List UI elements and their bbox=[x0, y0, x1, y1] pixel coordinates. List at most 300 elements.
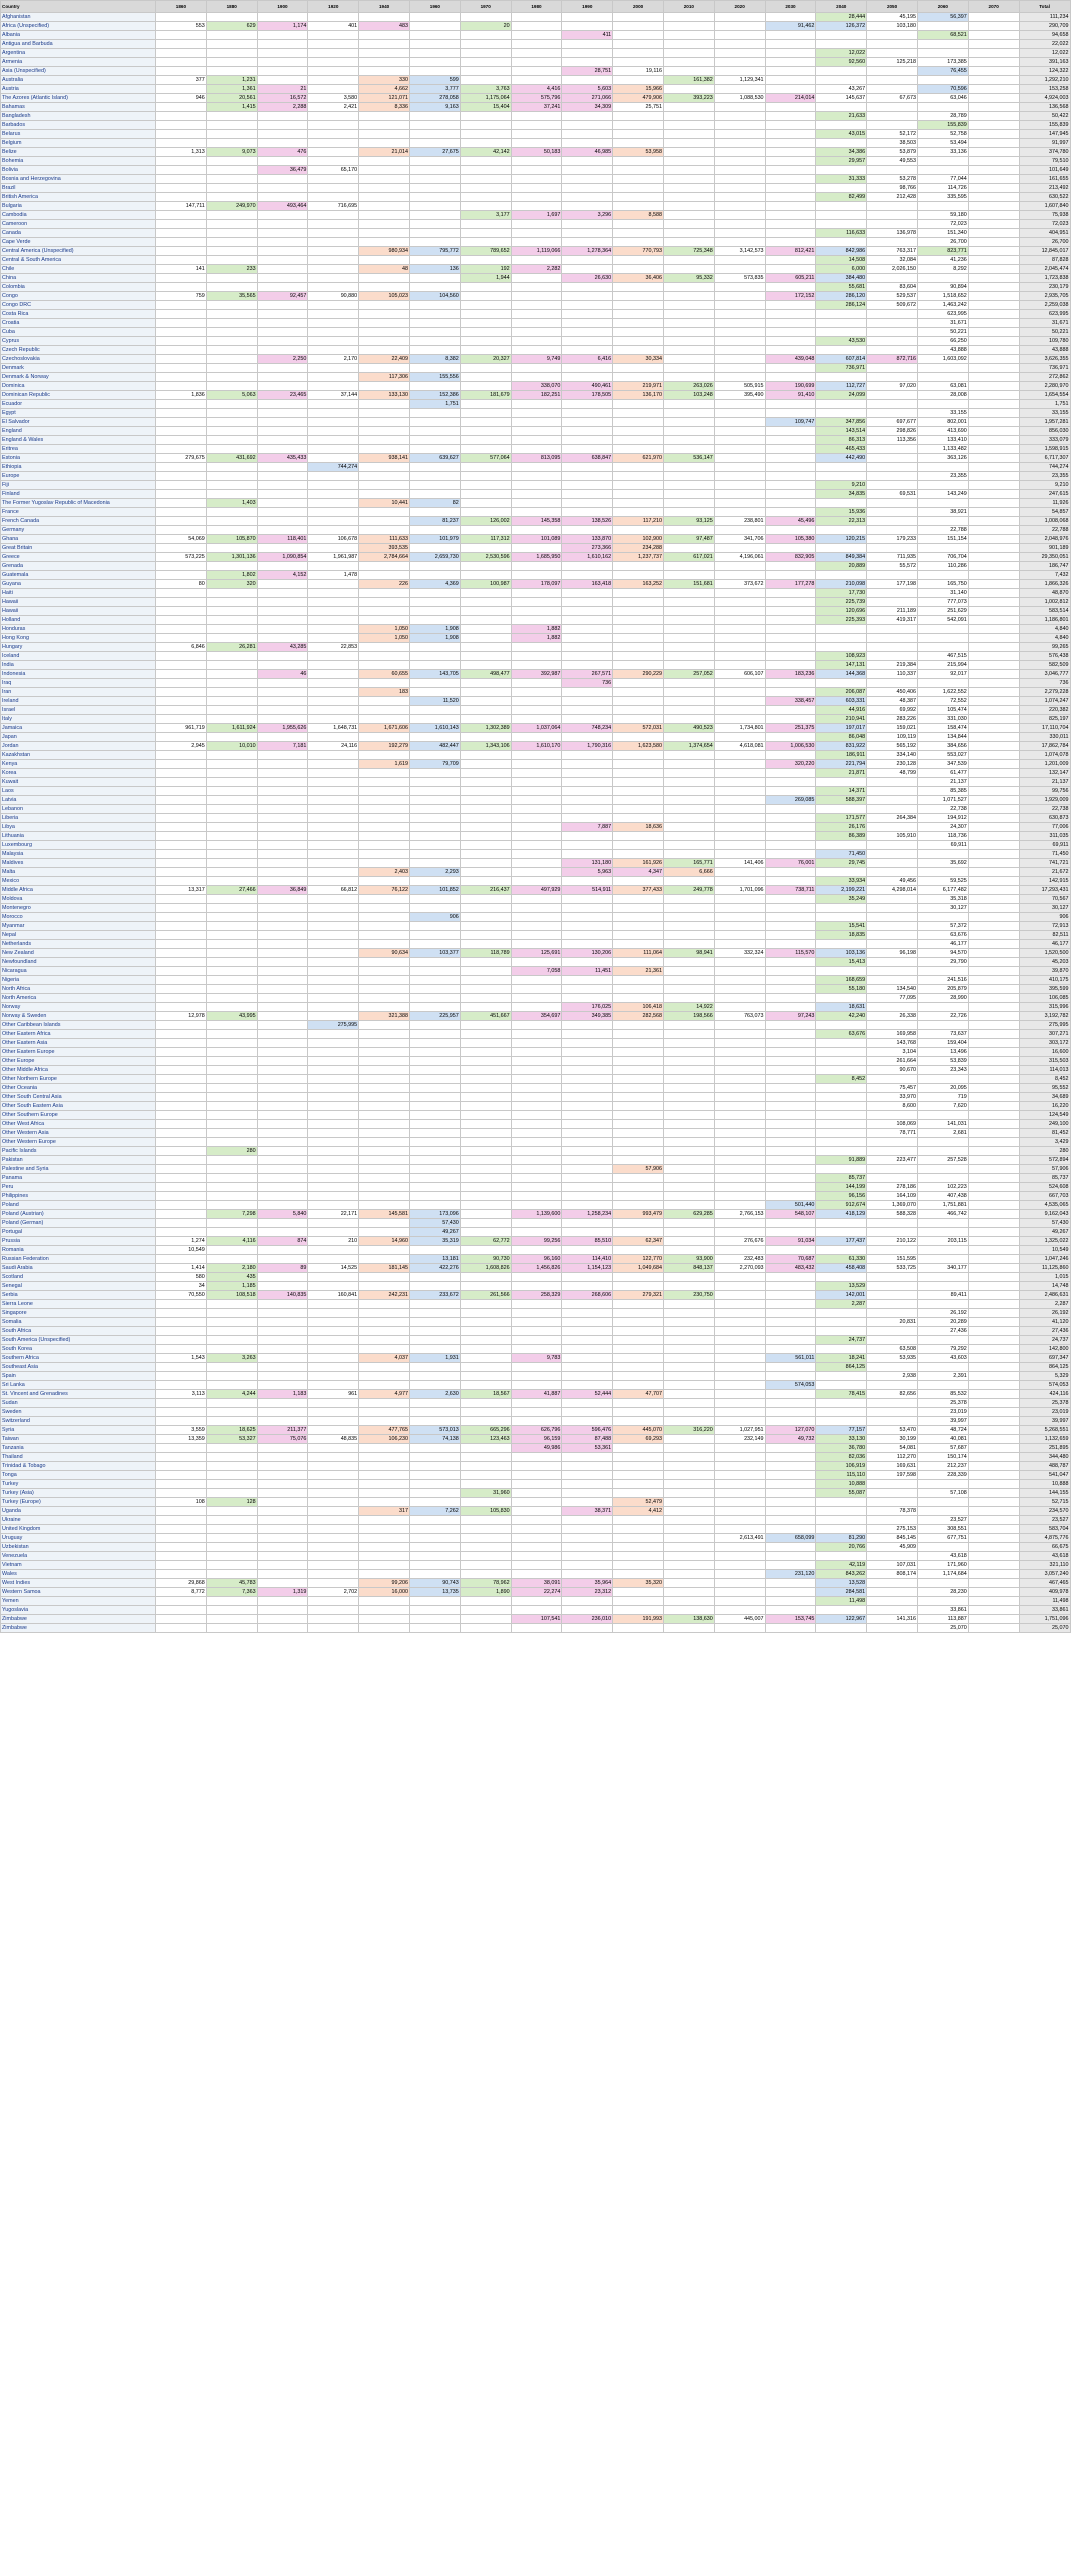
table-cell bbox=[460, 1129, 511, 1138]
table-cell bbox=[867, 49, 918, 58]
country-name: Dominican Republic bbox=[1, 391, 156, 400]
table-cell bbox=[359, 1147, 410, 1156]
table-cell bbox=[765, 1453, 816, 1462]
table-cell bbox=[511, 526, 562, 535]
table-cell: 221,794 bbox=[816, 760, 867, 769]
table-cell bbox=[308, 1570, 359, 1579]
table-cell: 31,960 bbox=[460, 1489, 511, 1498]
table-cell bbox=[562, 652, 613, 661]
table-cell bbox=[460, 1615, 511, 1624]
table-cell bbox=[308, 625, 359, 634]
table-cell bbox=[257, 1192, 308, 1201]
table-cell bbox=[511, 985, 562, 994]
table-cell bbox=[359, 328, 410, 337]
row-total: 2,935,705 bbox=[1019, 292, 1070, 301]
table-cell bbox=[156, 751, 207, 760]
table-cell bbox=[156, 517, 207, 526]
table-cell bbox=[968, 103, 1019, 112]
table-cell bbox=[867, 526, 918, 535]
table-cell: 22,853 bbox=[308, 643, 359, 652]
table-cell bbox=[511, 1345, 562, 1354]
table-cell bbox=[867, 373, 918, 382]
table-cell bbox=[460, 787, 511, 796]
table-cell bbox=[613, 1516, 664, 1525]
table-cell bbox=[613, 301, 664, 310]
table-cell bbox=[308, 589, 359, 598]
table-cell: 561,011 bbox=[765, 1354, 816, 1363]
table-cell bbox=[511, 1561, 562, 1570]
table-cell bbox=[867, 391, 918, 400]
table-row bbox=[1, 553, 1071, 562]
table-cell bbox=[409, 1480, 460, 1489]
table-cell bbox=[257, 913, 308, 922]
table-cell bbox=[460, 328, 511, 337]
table-cell bbox=[308, 1030, 359, 1039]
table-cell bbox=[562, 1138, 613, 1147]
country-name: Bahamas bbox=[1, 103, 156, 112]
table-cell bbox=[917, 634, 968, 643]
table-cell bbox=[257, 1345, 308, 1354]
country-name: Austria bbox=[1, 85, 156, 94]
table-cell bbox=[765, 193, 816, 202]
table-cell bbox=[765, 526, 816, 535]
table-cell bbox=[714, 877, 765, 886]
row-total: 311,035 bbox=[1019, 832, 1070, 841]
table-cell bbox=[968, 355, 1019, 364]
table-row bbox=[1, 1129, 1071, 1138]
table-cell bbox=[714, 67, 765, 76]
table-cell: 90,730 bbox=[460, 1255, 511, 1264]
table-cell bbox=[816, 1345, 867, 1354]
table-cell: 30,127 bbox=[917, 904, 968, 913]
table-cell: 1,237,737 bbox=[613, 553, 664, 562]
table-cell bbox=[917, 76, 968, 85]
country-name: Sudan bbox=[1, 1399, 156, 1408]
table-row bbox=[1, 1390, 1071, 1399]
table-cell bbox=[765, 544, 816, 553]
table-cell bbox=[968, 1336, 1019, 1345]
table-cell: 267,571 bbox=[562, 670, 613, 679]
table-cell bbox=[613, 1354, 664, 1363]
table-cell bbox=[308, 1066, 359, 1075]
table-cell bbox=[359, 1444, 410, 1453]
table-cell: 1,961,987 bbox=[308, 553, 359, 562]
table-cell bbox=[308, 148, 359, 157]
table-cell bbox=[409, 796, 460, 805]
row-total: 50,422 bbox=[1019, 112, 1070, 121]
table-cell: 439,048 bbox=[765, 355, 816, 364]
table-cell bbox=[613, 1282, 664, 1291]
table-cell bbox=[663, 283, 714, 292]
table-cell bbox=[714, 13, 765, 22]
table-cell bbox=[206, 814, 257, 823]
table-cell bbox=[765, 130, 816, 139]
table-cell: 2,659,730 bbox=[409, 553, 460, 562]
table-cell bbox=[917, 1579, 968, 1588]
table-cell bbox=[359, 310, 410, 319]
table-cell bbox=[867, 40, 918, 49]
table-cell: 164,109 bbox=[867, 1192, 918, 1201]
column-header: 1920 bbox=[308, 1, 359, 13]
table-cell bbox=[257, 76, 308, 85]
table-cell bbox=[409, 1327, 460, 1336]
table-cell bbox=[765, 166, 816, 175]
table-cell bbox=[867, 400, 918, 409]
table-cell bbox=[257, 1138, 308, 1147]
table-cell bbox=[359, 1129, 410, 1138]
table-cell bbox=[816, 103, 867, 112]
table-cell: 320,220 bbox=[765, 760, 816, 769]
table-cell bbox=[562, 1102, 613, 1111]
table-cell bbox=[663, 229, 714, 238]
table-cell bbox=[359, 1336, 410, 1345]
table-cell bbox=[714, 1489, 765, 1498]
table-cell bbox=[511, 22, 562, 31]
table-cell: 197,017 bbox=[816, 724, 867, 733]
table-cell: 21,633 bbox=[816, 112, 867, 121]
table-cell bbox=[968, 562, 1019, 571]
table-cell bbox=[714, 1561, 765, 1570]
table-cell bbox=[867, 1138, 918, 1147]
table-cell bbox=[359, 697, 410, 706]
table-cell: 24,307 bbox=[917, 823, 968, 832]
country-name: Latvia bbox=[1, 796, 156, 805]
table-cell bbox=[968, 1291, 1019, 1300]
table-cell bbox=[409, 1489, 460, 1498]
table-cell bbox=[917, 49, 968, 58]
table-cell: 10,010 bbox=[206, 742, 257, 751]
table-cell: 90,743 bbox=[409, 1579, 460, 1588]
country-name: Tanzania bbox=[1, 1444, 156, 1453]
table-cell: 490,523 bbox=[663, 724, 714, 733]
table-cell bbox=[765, 985, 816, 994]
table-cell bbox=[308, 1372, 359, 1381]
table-cell bbox=[308, 814, 359, 823]
table-cell bbox=[460, 202, 511, 211]
row-total: 11,125,860 bbox=[1019, 1264, 1070, 1273]
table-cell bbox=[156, 1507, 207, 1516]
country-name: Southern Africa bbox=[1, 1354, 156, 1363]
country-name: Poland (Austrian) bbox=[1, 1210, 156, 1219]
table-cell bbox=[359, 184, 410, 193]
table-cell: 92,017 bbox=[917, 670, 968, 679]
table-cell: 17,730 bbox=[816, 589, 867, 598]
table-cell: 26,176 bbox=[816, 823, 867, 832]
table-cell bbox=[308, 454, 359, 463]
table-cell: 176,025 bbox=[562, 1003, 613, 1012]
table-cell bbox=[511, 463, 562, 472]
country-name: Canada bbox=[1, 229, 156, 238]
table-cell bbox=[206, 1201, 257, 1210]
table-cell bbox=[816, 904, 867, 913]
table-cell bbox=[663, 220, 714, 229]
table-cell: 53,494 bbox=[917, 139, 968, 148]
table-cell bbox=[460, 832, 511, 841]
table-cell: 49,986 bbox=[511, 1444, 562, 1453]
table-cell: 63,676 bbox=[816, 1030, 867, 1039]
table-cell bbox=[663, 1237, 714, 1246]
table-cell bbox=[409, 1192, 460, 1201]
row-total: 333,079 bbox=[1019, 436, 1070, 445]
table-cell bbox=[409, 1201, 460, 1210]
country-name: Bulgaria bbox=[1, 202, 156, 211]
table-cell: 147,711 bbox=[156, 202, 207, 211]
country-name: Other Europe bbox=[1, 1057, 156, 1066]
table-cell bbox=[156, 958, 207, 967]
table-cell bbox=[308, 526, 359, 535]
table-cell bbox=[968, 1453, 1019, 1462]
table-cell bbox=[867, 346, 918, 355]
table-cell bbox=[409, 220, 460, 229]
table-cell bbox=[613, 940, 664, 949]
table-cell: 278,186 bbox=[867, 1183, 918, 1192]
row-total: 50,221 bbox=[1019, 328, 1070, 337]
row-total: 864,125 bbox=[1019, 1363, 1070, 1372]
table-cell bbox=[460, 688, 511, 697]
table-row bbox=[1, 1003, 1071, 1012]
table-row bbox=[1, 1084, 1071, 1093]
table-row bbox=[1, 1228, 1071, 1237]
table-cell bbox=[867, 85, 918, 94]
table-cell bbox=[359, 769, 410, 778]
table-cell: 1,751,881 bbox=[917, 1201, 968, 1210]
table-cell bbox=[511, 1093, 562, 1102]
row-total: 1,866,326 bbox=[1019, 580, 1070, 589]
table-cell bbox=[968, 139, 1019, 148]
table-cell bbox=[156, 832, 207, 841]
table-cell bbox=[460, 994, 511, 1003]
table-cell: 639,627 bbox=[409, 454, 460, 463]
table-cell bbox=[613, 1552, 664, 1561]
table-cell bbox=[968, 1597, 1019, 1606]
table-cell: 238,801 bbox=[714, 517, 765, 526]
table-cell: 6,846 bbox=[156, 643, 207, 652]
table-cell bbox=[613, 787, 664, 796]
table-cell: 1,403 bbox=[206, 499, 257, 508]
country-name: Indonesia bbox=[1, 670, 156, 679]
table-cell bbox=[765, 1030, 816, 1039]
table-cell bbox=[816, 1246, 867, 1255]
country-name: Serbia bbox=[1, 1291, 156, 1300]
table-cell: 211,189 bbox=[867, 607, 918, 616]
table-cell bbox=[562, 463, 613, 472]
table-cell: 107,031 bbox=[867, 1561, 918, 1570]
table-cell bbox=[156, 1192, 207, 1201]
table-row bbox=[1, 922, 1071, 931]
table-row bbox=[1, 643, 1071, 652]
row-total: 26,700 bbox=[1019, 238, 1070, 247]
table-cell: 393,223 bbox=[663, 94, 714, 103]
row-total: 17,293,431 bbox=[1019, 886, 1070, 895]
table-cell: 102,900 bbox=[613, 535, 664, 544]
table-row bbox=[1, 400, 1071, 409]
table-cell: 35,320 bbox=[613, 1579, 664, 1588]
table-cell bbox=[714, 1003, 765, 1012]
table-cell bbox=[206, 463, 257, 472]
table-cell bbox=[359, 931, 410, 940]
table-cell: 169,631 bbox=[867, 1462, 918, 1471]
table-cell bbox=[257, 931, 308, 940]
table-cell bbox=[867, 787, 918, 796]
table-cell bbox=[359, 1219, 410, 1228]
table-cell bbox=[460, 382, 511, 391]
table-cell bbox=[308, 1129, 359, 1138]
table-cell bbox=[460, 310, 511, 319]
table-cell bbox=[460, 1192, 511, 1201]
column-header: 2010 bbox=[663, 1, 714, 13]
table-cell: 2,287 bbox=[816, 1300, 867, 1309]
table-cell bbox=[359, 598, 410, 607]
table-cell bbox=[460, 931, 511, 940]
table-cell bbox=[511, 184, 562, 193]
table-cell bbox=[562, 697, 613, 706]
table-cell bbox=[613, 1417, 664, 1426]
table-cell bbox=[409, 283, 460, 292]
row-total: 155,839 bbox=[1019, 121, 1070, 130]
table-cell bbox=[359, 382, 410, 391]
table-cell bbox=[409, 967, 460, 976]
table-cell bbox=[613, 1345, 664, 1354]
table-cell bbox=[714, 1309, 765, 1318]
table-cell: 53,958 bbox=[613, 148, 664, 157]
table-cell bbox=[308, 1408, 359, 1417]
table-cell bbox=[511, 13, 562, 22]
table-cell: 230,128 bbox=[867, 760, 918, 769]
table-cell: 163,418 bbox=[562, 580, 613, 589]
table-cell bbox=[460, 1111, 511, 1120]
table-cell bbox=[156, 1039, 207, 1048]
table-cell: 2,613,491 bbox=[714, 1534, 765, 1543]
table-cell bbox=[409, 1039, 460, 1048]
table-cell bbox=[562, 526, 613, 535]
table-cell bbox=[968, 553, 1019, 562]
table-row bbox=[1, 454, 1071, 463]
table-cell bbox=[867, 112, 918, 121]
table-cell bbox=[714, 1372, 765, 1381]
country-name: Estonia bbox=[1, 454, 156, 463]
table-cell bbox=[511, 1525, 562, 1534]
row-total: 856,030 bbox=[1019, 427, 1070, 436]
table-cell bbox=[816, 1624, 867, 1633]
table-cell bbox=[409, 22, 460, 31]
table-cell: 706,704 bbox=[917, 553, 968, 562]
table-cell: 117,312 bbox=[460, 535, 511, 544]
table-cell bbox=[562, 1219, 613, 1228]
table-row bbox=[1, 247, 1071, 256]
table-cell bbox=[156, 1210, 207, 1219]
table-cell bbox=[409, 1498, 460, 1507]
table-cell bbox=[562, 1489, 613, 1498]
table-cell bbox=[968, 238, 1019, 247]
table-cell bbox=[562, 1120, 613, 1129]
table-cell bbox=[613, 985, 664, 994]
table-cell bbox=[308, 490, 359, 499]
column-header: 1990 bbox=[562, 1, 613, 13]
table-cell bbox=[867, 1246, 918, 1255]
table-cell: 812,421 bbox=[765, 247, 816, 256]
table-cell bbox=[816, 310, 867, 319]
table-cell bbox=[206, 949, 257, 958]
table-cell bbox=[359, 661, 410, 670]
table-cell bbox=[359, 157, 410, 166]
table-cell bbox=[156, 1156, 207, 1165]
table-cell bbox=[968, 1408, 1019, 1417]
table-cell bbox=[562, 13, 613, 22]
table-cell bbox=[308, 283, 359, 292]
table-cell bbox=[968, 1039, 1019, 1048]
table-cell bbox=[156, 13, 207, 22]
table-cell bbox=[968, 1210, 1019, 1219]
table-cell: 697,677 bbox=[867, 418, 918, 427]
table-cell bbox=[867, 571, 918, 580]
country-name: Honduras bbox=[1, 625, 156, 634]
table-cell bbox=[409, 733, 460, 742]
table-row bbox=[1, 1606, 1071, 1615]
table-cell bbox=[308, 1309, 359, 1318]
table-cell bbox=[968, 1273, 1019, 1282]
table-cell: 105,023 bbox=[359, 292, 410, 301]
table-cell bbox=[867, 472, 918, 481]
table-cell bbox=[156, 994, 207, 1003]
table-cell bbox=[765, 1471, 816, 1480]
table-cell bbox=[663, 409, 714, 418]
table-cell: 21 bbox=[257, 85, 308, 94]
table-cell bbox=[562, 607, 613, 616]
table-cell bbox=[714, 499, 765, 508]
table-cell: 97,487 bbox=[663, 535, 714, 544]
table-cell: 509,672 bbox=[867, 301, 918, 310]
table-cell bbox=[206, 409, 257, 418]
table-cell bbox=[156, 1003, 207, 1012]
table-row bbox=[1, 1570, 1071, 1579]
table-cell bbox=[816, 1408, 867, 1417]
table-cell bbox=[460, 1354, 511, 1363]
table-cell bbox=[663, 85, 714, 94]
country-name: Croatia bbox=[1, 319, 156, 328]
table-cell bbox=[308, 1453, 359, 1462]
table-cell: 565,192 bbox=[867, 742, 918, 751]
table-cell bbox=[511, 472, 562, 481]
table-cell bbox=[917, 157, 968, 166]
table-row bbox=[1, 1516, 1071, 1525]
row-total: 213,492 bbox=[1019, 184, 1070, 193]
table-cell bbox=[257, 1300, 308, 1309]
table-cell: 15,541 bbox=[816, 922, 867, 931]
table-cell bbox=[308, 175, 359, 184]
table-cell: 158,474 bbox=[917, 724, 968, 733]
table-cell bbox=[511, 1039, 562, 1048]
table-cell bbox=[511, 373, 562, 382]
table-cell: 29,745 bbox=[816, 859, 867, 868]
row-total: 43,618 bbox=[1019, 1552, 1070, 1561]
table-cell bbox=[308, 940, 359, 949]
table-cell bbox=[562, 850, 613, 859]
table-cell: 108 bbox=[156, 1498, 207, 1507]
table-cell bbox=[308, 688, 359, 697]
table-cell bbox=[359, 1048, 410, 1057]
table-cell bbox=[714, 238, 765, 247]
table-cell bbox=[663, 364, 714, 373]
table-cell bbox=[714, 1057, 765, 1066]
table-cell bbox=[156, 931, 207, 940]
table-cell: 5,840 bbox=[257, 1210, 308, 1219]
table-cell bbox=[613, 661, 664, 670]
table-cell: 92,560 bbox=[816, 58, 867, 67]
table-cell bbox=[206, 1345, 257, 1354]
row-total: 736,971 bbox=[1019, 364, 1070, 373]
table-cell: 43,285 bbox=[257, 643, 308, 652]
table-cell: 57,108 bbox=[917, 1489, 968, 1498]
